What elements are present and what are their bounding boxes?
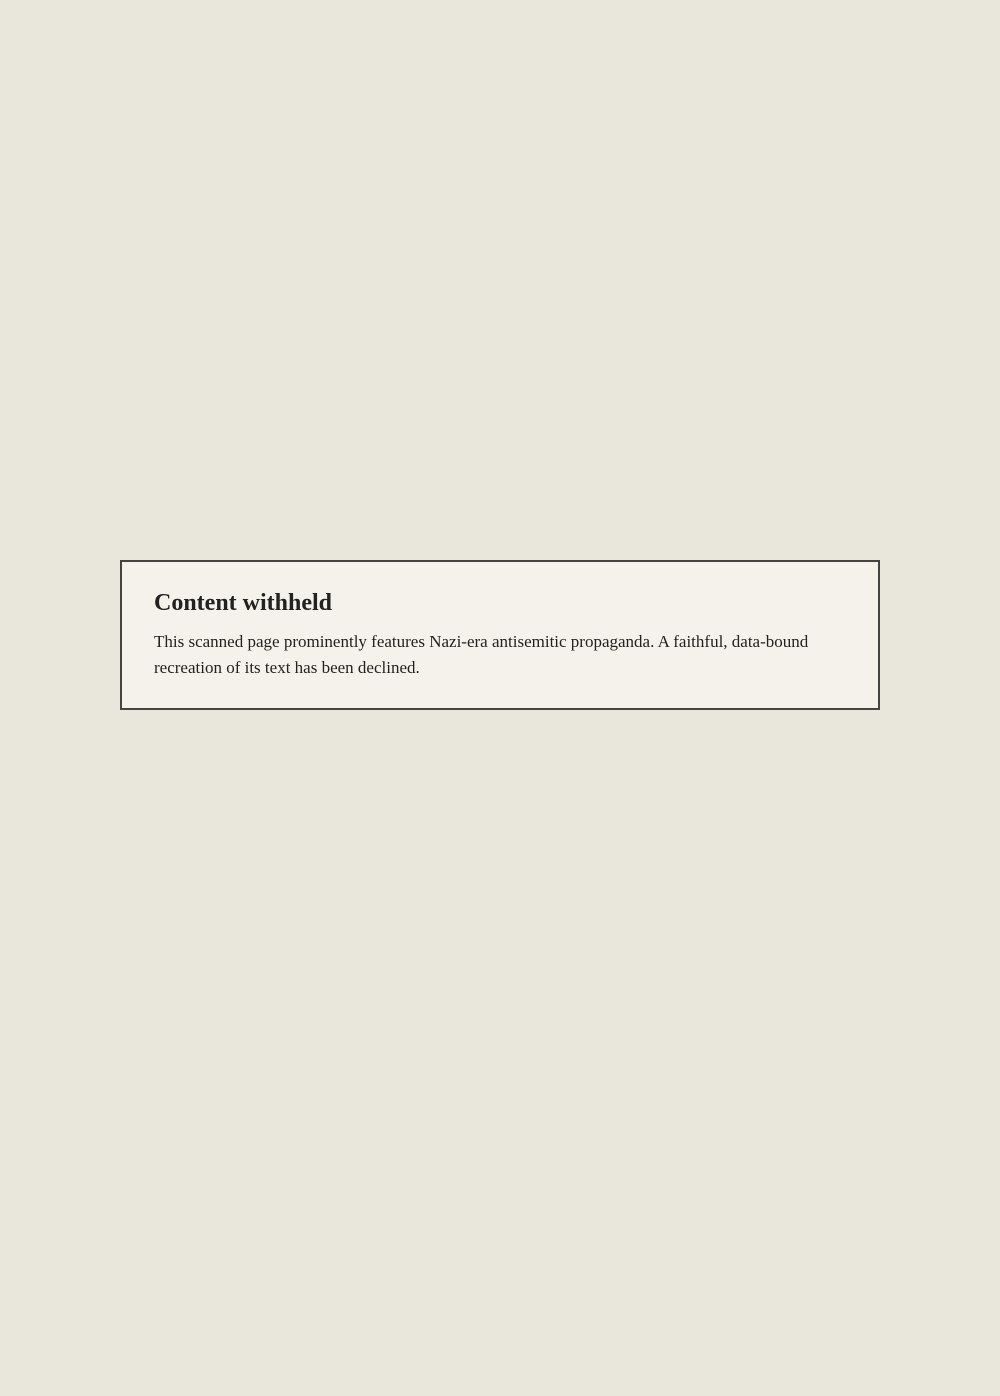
notice-heading: Content withheld (154, 590, 333, 616)
notice-body: This scanned page prominently features Nazi-era antisemitic propaganda. A faithful, data-bound recreation of its text has been declined. (154, 632, 809, 677)
withheld-notice (120, 560, 880, 710)
